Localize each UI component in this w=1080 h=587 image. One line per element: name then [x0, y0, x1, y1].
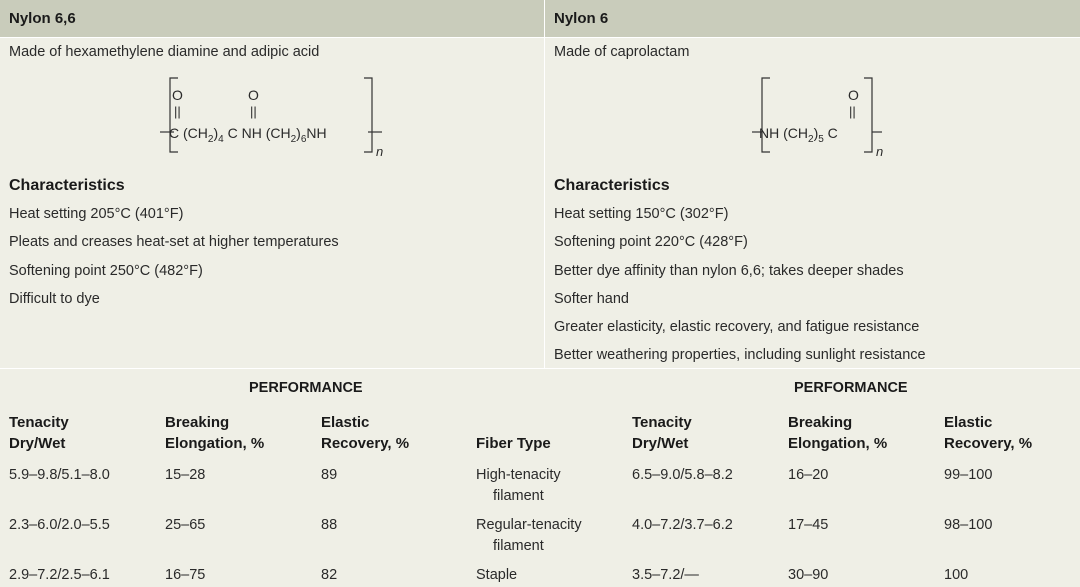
nylon66-characteristic: Pleats and creases heat-set at higher temperatures	[9, 234, 339, 250]
table-cell: 100	[944, 567, 969, 583]
nylon6-made-of: Made of caprolactam	[554, 44, 690, 60]
nylon66-column	[0, 0, 544, 38]
fiber-type-cell: Regular-tenacity filament	[476, 517, 582, 554]
table-cell: 16–20	[788, 467, 829, 483]
nylon6-structural-formula	[748, 72, 898, 167]
nylon6-formula-graphic	[748, 72, 898, 162]
nylon66-performance-title: PERFORMANCE	[249, 380, 363, 396]
table-cell: 98–100	[944, 517, 993, 533]
nylon6-characteristic: Softer hand	[554, 291, 629, 307]
header-tenacity-right: Tenacity Dry/Wet	[632, 414, 692, 452]
formula-oxygen-2: O	[248, 87, 259, 103]
table-cell: 25–65	[165, 517, 206, 533]
table-cell: 3.5–7.2/—	[632, 567, 699, 583]
formula-chain: C $(CH_2)_4$ C NH $(CH_2)_6NH$	[169, 125, 327, 145]
fiber-type-cell: High-tenacity filament	[476, 467, 561, 504]
nylon6-characteristic: Greater elasticity, elastic recovery, and fatigue resistance	[554, 319, 920, 335]
nylon66-title: Nylon 6,6	[0, 0, 544, 38]
table-cell: 5.9–9.8/5.1–8.0	[9, 467, 110, 483]
table-cell: 82	[321, 567, 338, 583]
header-breaking-right: Breaking Elongation, %	[788, 414, 888, 452]
nylon66-formula-graphic	[160, 72, 400, 162]
formula-n-subscript: n	[376, 144, 384, 159]
nylon6-characteristic: Better weathering properties, including sunlight resistance	[554, 347, 926, 363]
header-elastic-right: Elastic Recovery, %	[944, 414, 1033, 452]
nylon66-characteristic: Difficult to dye	[9, 291, 100, 307]
formula-double-bond-1: ||	[174, 104, 181, 119]
nylon6-characteristic: Softening point 220°C (428°F)	[554, 234, 748, 250]
table-cell: 88	[321, 517, 338, 533]
formula-oxygen-1: O	[172, 87, 183, 103]
fiber-type-cell: Staple	[476, 567, 518, 583]
header-elastic-left: Elastic Recovery, %	[321, 414, 410, 452]
header-breaking-left: Breaking Elongation, %	[165, 414, 265, 452]
header-fiber-type: Fiber Type	[476, 435, 551, 452]
nylon6-characteristics-heading: Characteristics	[554, 177, 670, 194]
formula-n-subscript: n	[876, 144, 884, 159]
table-cell: 4.0–7.2/3.7–6.2	[632, 517, 733, 533]
nylon6-column	[545, 0, 1080, 38]
nylon66-characteristic: Softening point 250°C (482°F)	[9, 263, 203, 279]
nylon66-characteristic: Heat setting 205°C (401°F)	[9, 206, 184, 222]
table-cell: 2.3–6.0/2.0–5.5	[9, 517, 110, 533]
nylon66-made-of: Made of hexamethylene diamine and adipic acid	[9, 44, 320, 60]
column-divider	[544, 0, 545, 368]
nylon6-characteristic: Heat setting 150°C (302°F)	[554, 206, 729, 222]
nylon6-characteristic: Better dye affinity than nylon 6,6; takes deeper shades	[554, 263, 904, 279]
header-tenacity-left: Tenacity Dry/Wet	[9, 414, 69, 452]
table-cell: 15–28	[165, 467, 206, 483]
nylon66-characteristics-heading: Characteristics	[9, 177, 125, 194]
table-cell: 89	[321, 467, 338, 483]
table-cell: 16–75	[165, 567, 206, 583]
formula-oxygen: O	[848, 87, 859, 103]
table-cell: 99–100	[944, 467, 993, 483]
formula-double-bond: ||	[849, 104, 856, 119]
formula-double-bond-2: ||	[250, 104, 257, 119]
table-cell: 30–90	[788, 567, 829, 583]
table-cell: 6.5–9.0/5.8–8.2	[632, 467, 733, 483]
table-cell: 2.9–7.2/2.5–6.1	[9, 567, 110, 583]
table-cell: 17–45	[788, 517, 829, 533]
formula-chain: NH $(CH_2)_5$ C	[759, 125, 838, 145]
section-divider	[0, 368, 1080, 369]
nylon66-structural-formula	[160, 72, 400, 167]
nylon6-performance-title: PERFORMANCE	[794, 380, 908, 396]
nylon6-title: Nylon 6	[545, 0, 1080, 38]
